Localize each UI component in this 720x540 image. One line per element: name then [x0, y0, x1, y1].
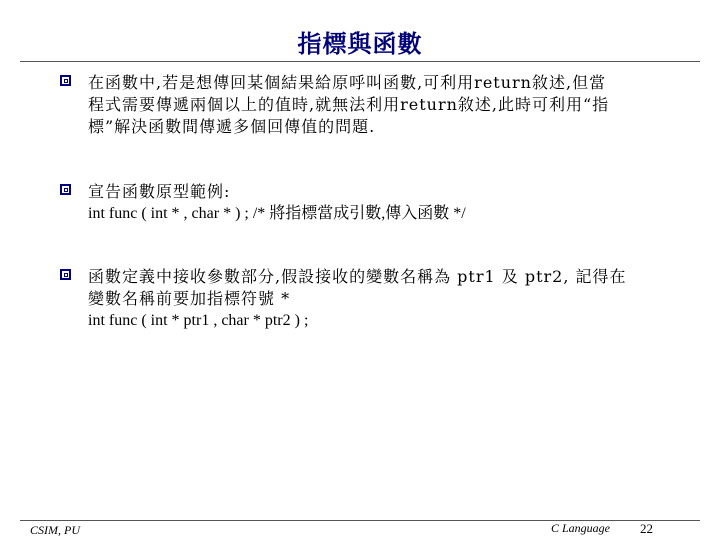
- code-line: int func ( int * ptr1 , char * ptr2 ) ;: [88, 312, 309, 329]
- code-line: int func ( int * , char * ) ; /* 將指標當成引數,傳入函數 */: [88, 205, 466, 222]
- square-bullet-icon: [60, 75, 71, 86]
- bullet-line: 變數名稱前要加指標符號 *: [88, 289, 291, 308]
- footer-author: CSIM, PU: [30, 523, 80, 537]
- bullet-line: 函數定義中接收參數部分,假設接收的變數名稱為 ptr1 及 ptr2, 記得在: [88, 267, 627, 286]
- footer-course: C Language: [551, 521, 611, 535]
- bullet-line: 程式需要傳遞兩個以上的值時,就無法利用return敘述,此時可利用“指: [88, 95, 610, 114]
- page-number: 22: [640, 521, 653, 536]
- bullet-item-return-explanation: [60, 72, 660, 138]
- bullet-line: 宣告函數原型範例:: [88, 182, 231, 201]
- bullet-line: 在函數中,若是想傳回某個結果給原呼叫函數,可利用return敘述,但當: [88, 73, 607, 92]
- bullet-line: 標”解決函數間傳遞多個回傳值的問題.: [88, 117, 376, 136]
- square-bullet-icon: [60, 184, 71, 195]
- bullet-item-prototype-example: [60, 181, 660, 225]
- bullet-item-definition-params: [60, 266, 660, 332]
- square-bullet-icon: [60, 269, 71, 280]
- slide-title: 指標與函數: [297, 29, 423, 58]
- title-divider: [20, 61, 700, 62]
